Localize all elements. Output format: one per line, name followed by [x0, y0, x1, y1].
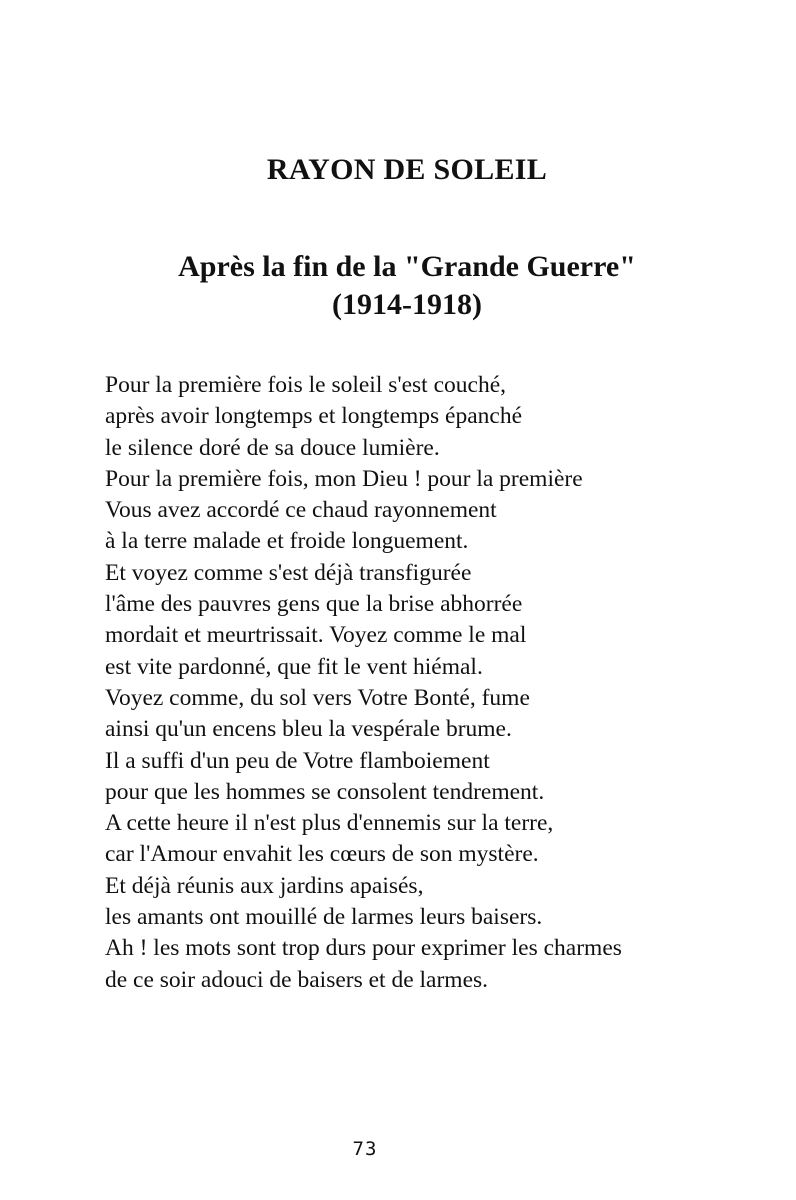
poem-line: mordait et meurtrissait. Voyez comme le mal: [105, 622, 527, 649]
poem-subtitle: [0, 248, 796, 324]
poem-line: à la terre malade et froide longuement.: [105, 528, 469, 555]
poem-line: Pour la première fois le soleil s'est couché,: [105, 372, 507, 398]
poem-line: ainsi qu'un encens bleu la vespérale brume.: [105, 716, 512, 743]
poem-line: Et voyez comme s'est déjà transfigurée: [105, 559, 472, 586]
subtitle-line: Après la fin de la "Grande Guerre": [178, 250, 636, 283]
poem-line: car l'Amour envahit les cœurs de son mystère.: [105, 841, 539, 868]
poem-line: est vite pardonné, que fit le vent hiémal.: [105, 653, 483, 680]
poem-line: le silence doré de sa douce lumière.: [105, 434, 440, 461]
poem-line: les amants ont mouillé de larmes leurs baisers.: [105, 904, 543, 931]
poem-line: Vous avez accordé ce chaud rayonnement: [105, 497, 497, 524]
poem-line: l'âme des pauvres gens que la brise abhorrée: [105, 591, 523, 618]
poem-line: après avoir longtemps et longtemps épanché: [105, 403, 522, 430]
poem-line: Voyez comme, du sol vers Votre Bonté, fume: [105, 684, 530, 711]
poem-line: de ce soir adouci de baisers et de larmes.: [105, 966, 489, 993]
poem-line: pour que les hommes se consolent tendrement.: [105, 778, 545, 805]
poem-line: Il a suffi d'un peu de Votre flamboiement: [105, 747, 490, 774]
poem-line: Pour la première fois, mon Dieu ! pour la première: [105, 465, 583, 492]
poem-line: Ah ! les mots sont trop durs pour exprimer les charmes: [105, 935, 622, 962]
poem-line: A cette heure il n'est plus d'ennemis sur la terre,: [105, 810, 554, 837]
subtitle-line: (1914-1918): [332, 288, 482, 321]
poem-title: RAYON DE SOLEIL: [266, 153, 548, 186]
poem-line: Et déjà réunis aux jardins apaisés,: [105, 872, 424, 899]
page-number: 73: [352, 1138, 378, 1160]
poem-body: [105, 370, 622, 996]
